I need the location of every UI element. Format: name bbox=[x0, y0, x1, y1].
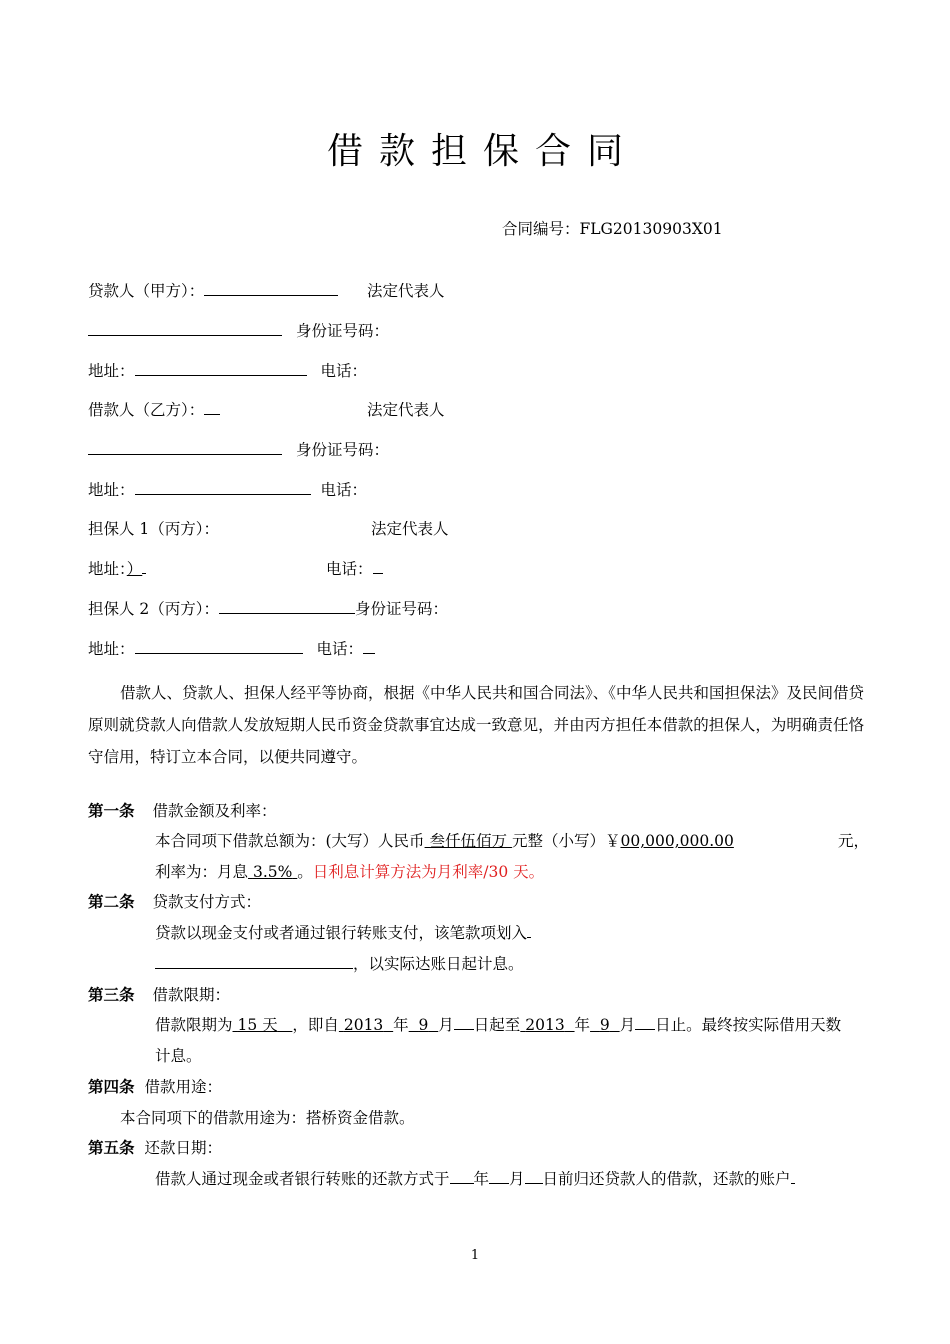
guarantor2-blank bbox=[219, 597, 355, 614]
article-5-line1 bbox=[155, 1167, 795, 1191]
article-3-line1 bbox=[155, 1013, 841, 1037]
borrower-blank bbox=[204, 398, 220, 415]
end-month-unit: 月 bbox=[619, 1016, 636, 1034]
article-1-line1 bbox=[155, 829, 828, 853]
repay-month-blank bbox=[489, 1167, 509, 1184]
article-1-line2 bbox=[155, 860, 544, 884]
interest-note: 日利息计算方法为月利率/30 天。 bbox=[312, 863, 545, 881]
end-month-text: 9 bbox=[599, 1016, 610, 1034]
borrower-legal-rep: 法定代表人 bbox=[367, 401, 445, 419]
borrower-rep-blank bbox=[88, 438, 282, 455]
contract-number: 合同编号：FLG20130903X01 bbox=[502, 220, 723, 238]
repay-year-blank bbox=[450, 1167, 474, 1184]
amount-number-text: 00,000,000.00 bbox=[620, 832, 734, 850]
guarantor1-phone-label: 电话： bbox=[326, 560, 373, 578]
repay-month-unit: 月 bbox=[509, 1170, 525, 1188]
article-5-heading bbox=[88, 1136, 222, 1160]
intro-paragraph: 借款人、贷款人、担保人经平等协商，根据《中华人民共和国合同法》、《中华人民共和国担保法》及民间借贷原则就贷款人向借款人发放短期人民币资金贷款事宜达成一致意见，并由丙方担任本借款的担保人，为明确责任恪守信用，特订立本合同，以便共同遵守。 bbox=[88, 684, 865, 766]
repay-day-blank bbox=[525, 1167, 543, 1184]
lender-id-row bbox=[88, 319, 389, 343]
article-4-label: 第四条 bbox=[88, 1077, 135, 1096]
repay-pre: 借款人通过现金或者银行转账的还款方式于 bbox=[155, 1170, 450, 1188]
lender-address-label: 地址： bbox=[88, 362, 135, 380]
amount-number bbox=[620, 832, 827, 850]
repay-account-blank bbox=[791, 1167, 795, 1184]
guarantor1-address-row bbox=[88, 557, 146, 581]
rate-sep: 。 bbox=[297, 863, 313, 881]
article-1-title: 借款金额及利率： bbox=[152, 802, 277, 820]
rate-label: 利率为：月息 bbox=[155, 863, 249, 881]
start-year bbox=[339, 1016, 393, 1034]
term-from: ，即自 bbox=[292, 1016, 339, 1034]
article-3-label: 第三条 bbox=[88, 985, 135, 1004]
account-blank-start bbox=[527, 921, 531, 938]
guarantor2-phone-blank bbox=[363, 637, 375, 654]
article-2-line1 bbox=[155, 921, 531, 945]
end-year-text: 2013 bbox=[525, 1016, 565, 1034]
repay-year-unit: 年 bbox=[473, 1170, 490, 1188]
term-label: 借款限期为 bbox=[155, 1016, 233, 1034]
lender-rep-blank bbox=[88, 319, 282, 336]
end-year-unit: 年 bbox=[574, 1016, 591, 1034]
guarantor1-row bbox=[88, 517, 219, 541]
guarantor2-row bbox=[88, 597, 448, 621]
borrower-address-label: 地址： bbox=[88, 481, 135, 499]
start-day-blank bbox=[454, 1013, 474, 1030]
document-title: 借款担保合同 bbox=[326, 131, 639, 172]
guarantor2-address-row bbox=[88, 637, 375, 661]
end-year bbox=[520, 1016, 574, 1034]
end-month bbox=[590, 1016, 620, 1034]
article-2-heading bbox=[88, 890, 261, 914]
end-day-blank bbox=[635, 1013, 655, 1030]
article-5-label: 第五条 bbox=[88, 1138, 135, 1157]
article-2-line2 bbox=[155, 952, 524, 976]
guarantor2-id-label: 身份证号码： bbox=[355, 600, 449, 618]
borrower-id-row bbox=[88, 438, 389, 462]
borrower-id-label: 身份证号码： bbox=[296, 441, 390, 459]
start-month bbox=[409, 1016, 439, 1034]
guarantor2-phone-label: 电话： bbox=[316, 640, 364, 658]
lender-legal-rep: 法定代表人 bbox=[367, 282, 445, 300]
article-1-yuan: 元， bbox=[838, 832, 870, 850]
article-2-title: 贷款支付方式： bbox=[152, 893, 262, 911]
article-2-label: 第二条 bbox=[88, 892, 135, 911]
article-1-label: 第一条 bbox=[88, 801, 135, 820]
article-2-line1-text: 贷款以现金支付或者通过银行转账支付，该笔款项划入 bbox=[155, 924, 528, 942]
article-4-title: 借款用途： bbox=[144, 1078, 223, 1096]
borrower-phone-label: 电话： bbox=[320, 481, 368, 499]
start-month-unit: 月 bbox=[438, 1016, 454, 1034]
start-year-unit: 年 bbox=[393, 1016, 409, 1034]
term-end-text: 日止。最终按实际借用天数 bbox=[655, 1016, 842, 1034]
article-4-body: 本合同项下的借款用途为：搭桥资金借款。 bbox=[120, 1109, 415, 1127]
guarantor1-label: 担保人 1（丙方）： bbox=[88, 520, 220, 538]
start-year-text: 2013 bbox=[343, 1016, 384, 1034]
borrower-label: 借款人（乙方）： bbox=[88, 401, 205, 419]
guarantor1-address-label: 地址： bbox=[88, 560, 127, 578]
lender-blank bbox=[204, 279, 338, 296]
borrower-address-row bbox=[88, 478, 367, 502]
article-3-line2: 计息。 bbox=[155, 1047, 202, 1065]
article-3-heading bbox=[88, 983, 230, 1007]
lender-id-label: 身份证号码： bbox=[296, 322, 390, 340]
repay-end: 日前归还贷款人的借款，还款的账户 bbox=[542, 1170, 791, 1188]
guarantor1-phone-blank bbox=[373, 557, 383, 574]
guarantor1-phone bbox=[326, 557, 383, 581]
lender-label: 贷款人（甲方）： bbox=[88, 282, 205, 300]
amount-chinese bbox=[425, 832, 512, 850]
article-5-title: 还款日期： bbox=[144, 1139, 223, 1157]
lender-address-blank bbox=[135, 359, 307, 376]
article-3-title: 借款限期： bbox=[152, 986, 231, 1004]
guarantor2-address-blank bbox=[135, 637, 303, 654]
article-1-amount-pre: 本合同项下借款总额为：(大写）人民币 bbox=[155, 832, 425, 850]
lender-row bbox=[88, 279, 338, 303]
article-1-amount-mid: 元整（小写）￥ bbox=[511, 832, 621, 850]
page-number: 1 bbox=[470, 1248, 480, 1263]
guarantor2-label: 担保人 2（丙方）： bbox=[88, 600, 220, 618]
lender-address-row bbox=[88, 359, 367, 383]
lender-phone-label: 电话： bbox=[320, 362, 368, 380]
amount-chinese-text: 叁仟伍佰万 bbox=[429, 832, 508, 850]
start-month-text: 9 bbox=[418, 1016, 429, 1034]
article-2-line2-text: ，以实际达账日起计息。 bbox=[353, 955, 524, 973]
term-to: 日起至 bbox=[473, 1016, 521, 1034]
article-4-heading bbox=[88, 1075, 222, 1099]
borrower-row bbox=[88, 398, 220, 422]
guarantor1-address-mark: ） bbox=[126, 560, 143, 578]
rate-value bbox=[248, 863, 297, 881]
guarantor2-address-label: 地址： bbox=[88, 640, 135, 658]
account-blank bbox=[155, 952, 353, 969]
guarantor1-legal-rep: 法定代表人 bbox=[371, 520, 449, 538]
guarantor1-address-blank bbox=[142, 557, 146, 574]
rate-value-text: 3.5% bbox=[252, 863, 293, 881]
term-days bbox=[233, 1016, 293, 1034]
term-days-text: 15 天 bbox=[237, 1016, 278, 1034]
article-1-heading bbox=[88, 799, 277, 823]
borrower-address-blank bbox=[135, 478, 311, 495]
